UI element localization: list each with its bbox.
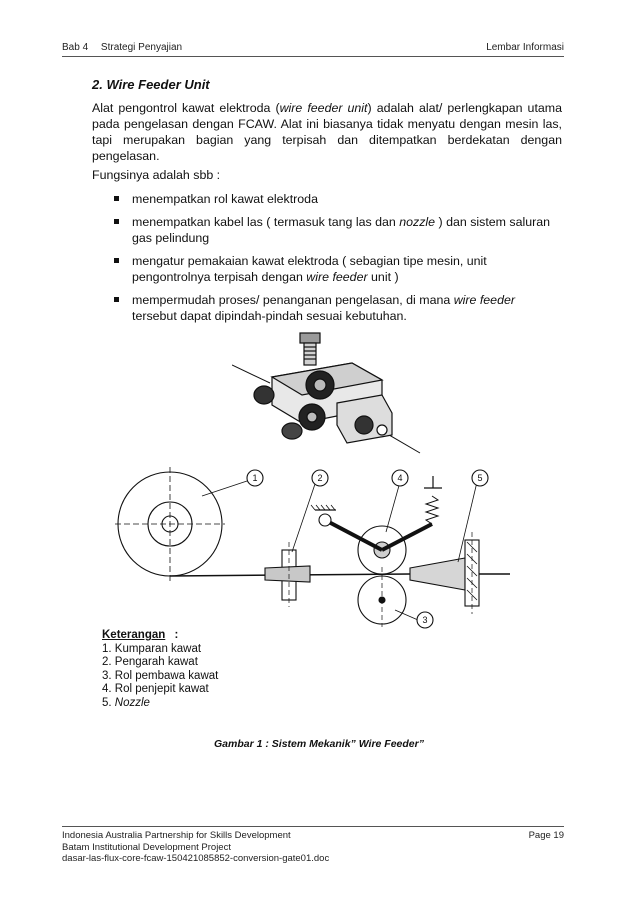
intro-paragraph <box>92 100 562 164</box>
wire-feeder-illustration <box>232 325 422 460</box>
wire-feeder-schematic <box>110 462 520 630</box>
functions-list <box>112 191 552 331</box>
figure-label-5: 5 <box>477 473 483 483</box>
header-right: Lembar Informasi <box>486 42 564 53</box>
legend-colon: : <box>174 629 179 641</box>
bullet-square-icon <box>114 219 119 224</box>
legend-item: 5. Nozzle <box>102 696 150 709</box>
legend-title: Keterangan <box>102 629 166 641</box>
legend-item: 2. Pengarah kawat <box>102 656 198 668</box>
para-part1: Alat pengontrol kawat elektroda ( <box>92 101 280 115</box>
bullet-square-icon <box>114 196 119 201</box>
footer-page-number: Page 19 <box>528 830 564 841</box>
legend-title-row <box>102 629 218 643</box>
footer-line3: dasar-las-flux-core-fcaw-150421085852-conversion-gate01.doc <box>62 853 330 864</box>
figure-label-1: 1 <box>252 473 258 483</box>
functions-title: Fungsinya adalah sbb : <box>92 168 221 182</box>
list-item: mempermudah proses/ penanganan pengelasan, di mana wire feeder tersebut dapat dipindah-pindah sesuai kebutuhan. <box>112 292 552 324</box>
figure-label-3: 3 <box>422 615 428 625</box>
header-section: Strategi Penyajian <box>100 42 183 53</box>
page-footer <box>62 826 564 865</box>
section-title: 2. Wire Feeder Unit <box>92 77 210 92</box>
list-item: menempatkan kabel las ( termasuk tang las dan nozzle ) dan sistem saluran gas pelindung <box>112 214 552 246</box>
para-part2: ) adalah alat/ perlengkapan utama pada pengelasan dengan FCAW. Alat ini biasanya tidak menyatu dengan mesin las, tapi merupakan bagian yang terpisah dan ditempatkan berdekatan dengan pengelasan. <box>92 101 562 163</box>
header-left <box>62 42 192 53</box>
list-item: menempatkan rol kawat elektroda <box>112 191 552 207</box>
figure-label-2: 2 <box>317 473 323 483</box>
list-item: mengatur pemakaian kawat elektroda ( sebagian tipe mesin, unit pengontrolnya terpisah dengan wire feeder unit ) <box>112 253 552 285</box>
figure-legend <box>102 629 218 710</box>
footer-line1: Indonesia Australia Partnership for Skills Development <box>62 830 291 841</box>
bullet-square-icon <box>114 258 119 263</box>
nozzle <box>410 558 465 590</box>
header-chapter: Bab 4 <box>62 42 89 53</box>
legend-item: 3. Rol pembawa kawat <box>102 669 219 682</box>
figure-label-4: 4 <box>397 473 403 483</box>
legend-item: 4. Rol penjepit kawat <box>102 683 209 695</box>
page-header <box>62 42 564 57</box>
footer-line2: Batam Institutional Development Project <box>62 841 231 853</box>
para-italic: wire feeder unit <box>279 101 368 115</box>
bullet-square-icon <box>114 297 119 302</box>
legend-item: 1. Kumparan kawat <box>102 642 202 655</box>
figure-caption: Gambar 1 : Sistem Mekanik” Wire Feeder” <box>214 738 424 750</box>
